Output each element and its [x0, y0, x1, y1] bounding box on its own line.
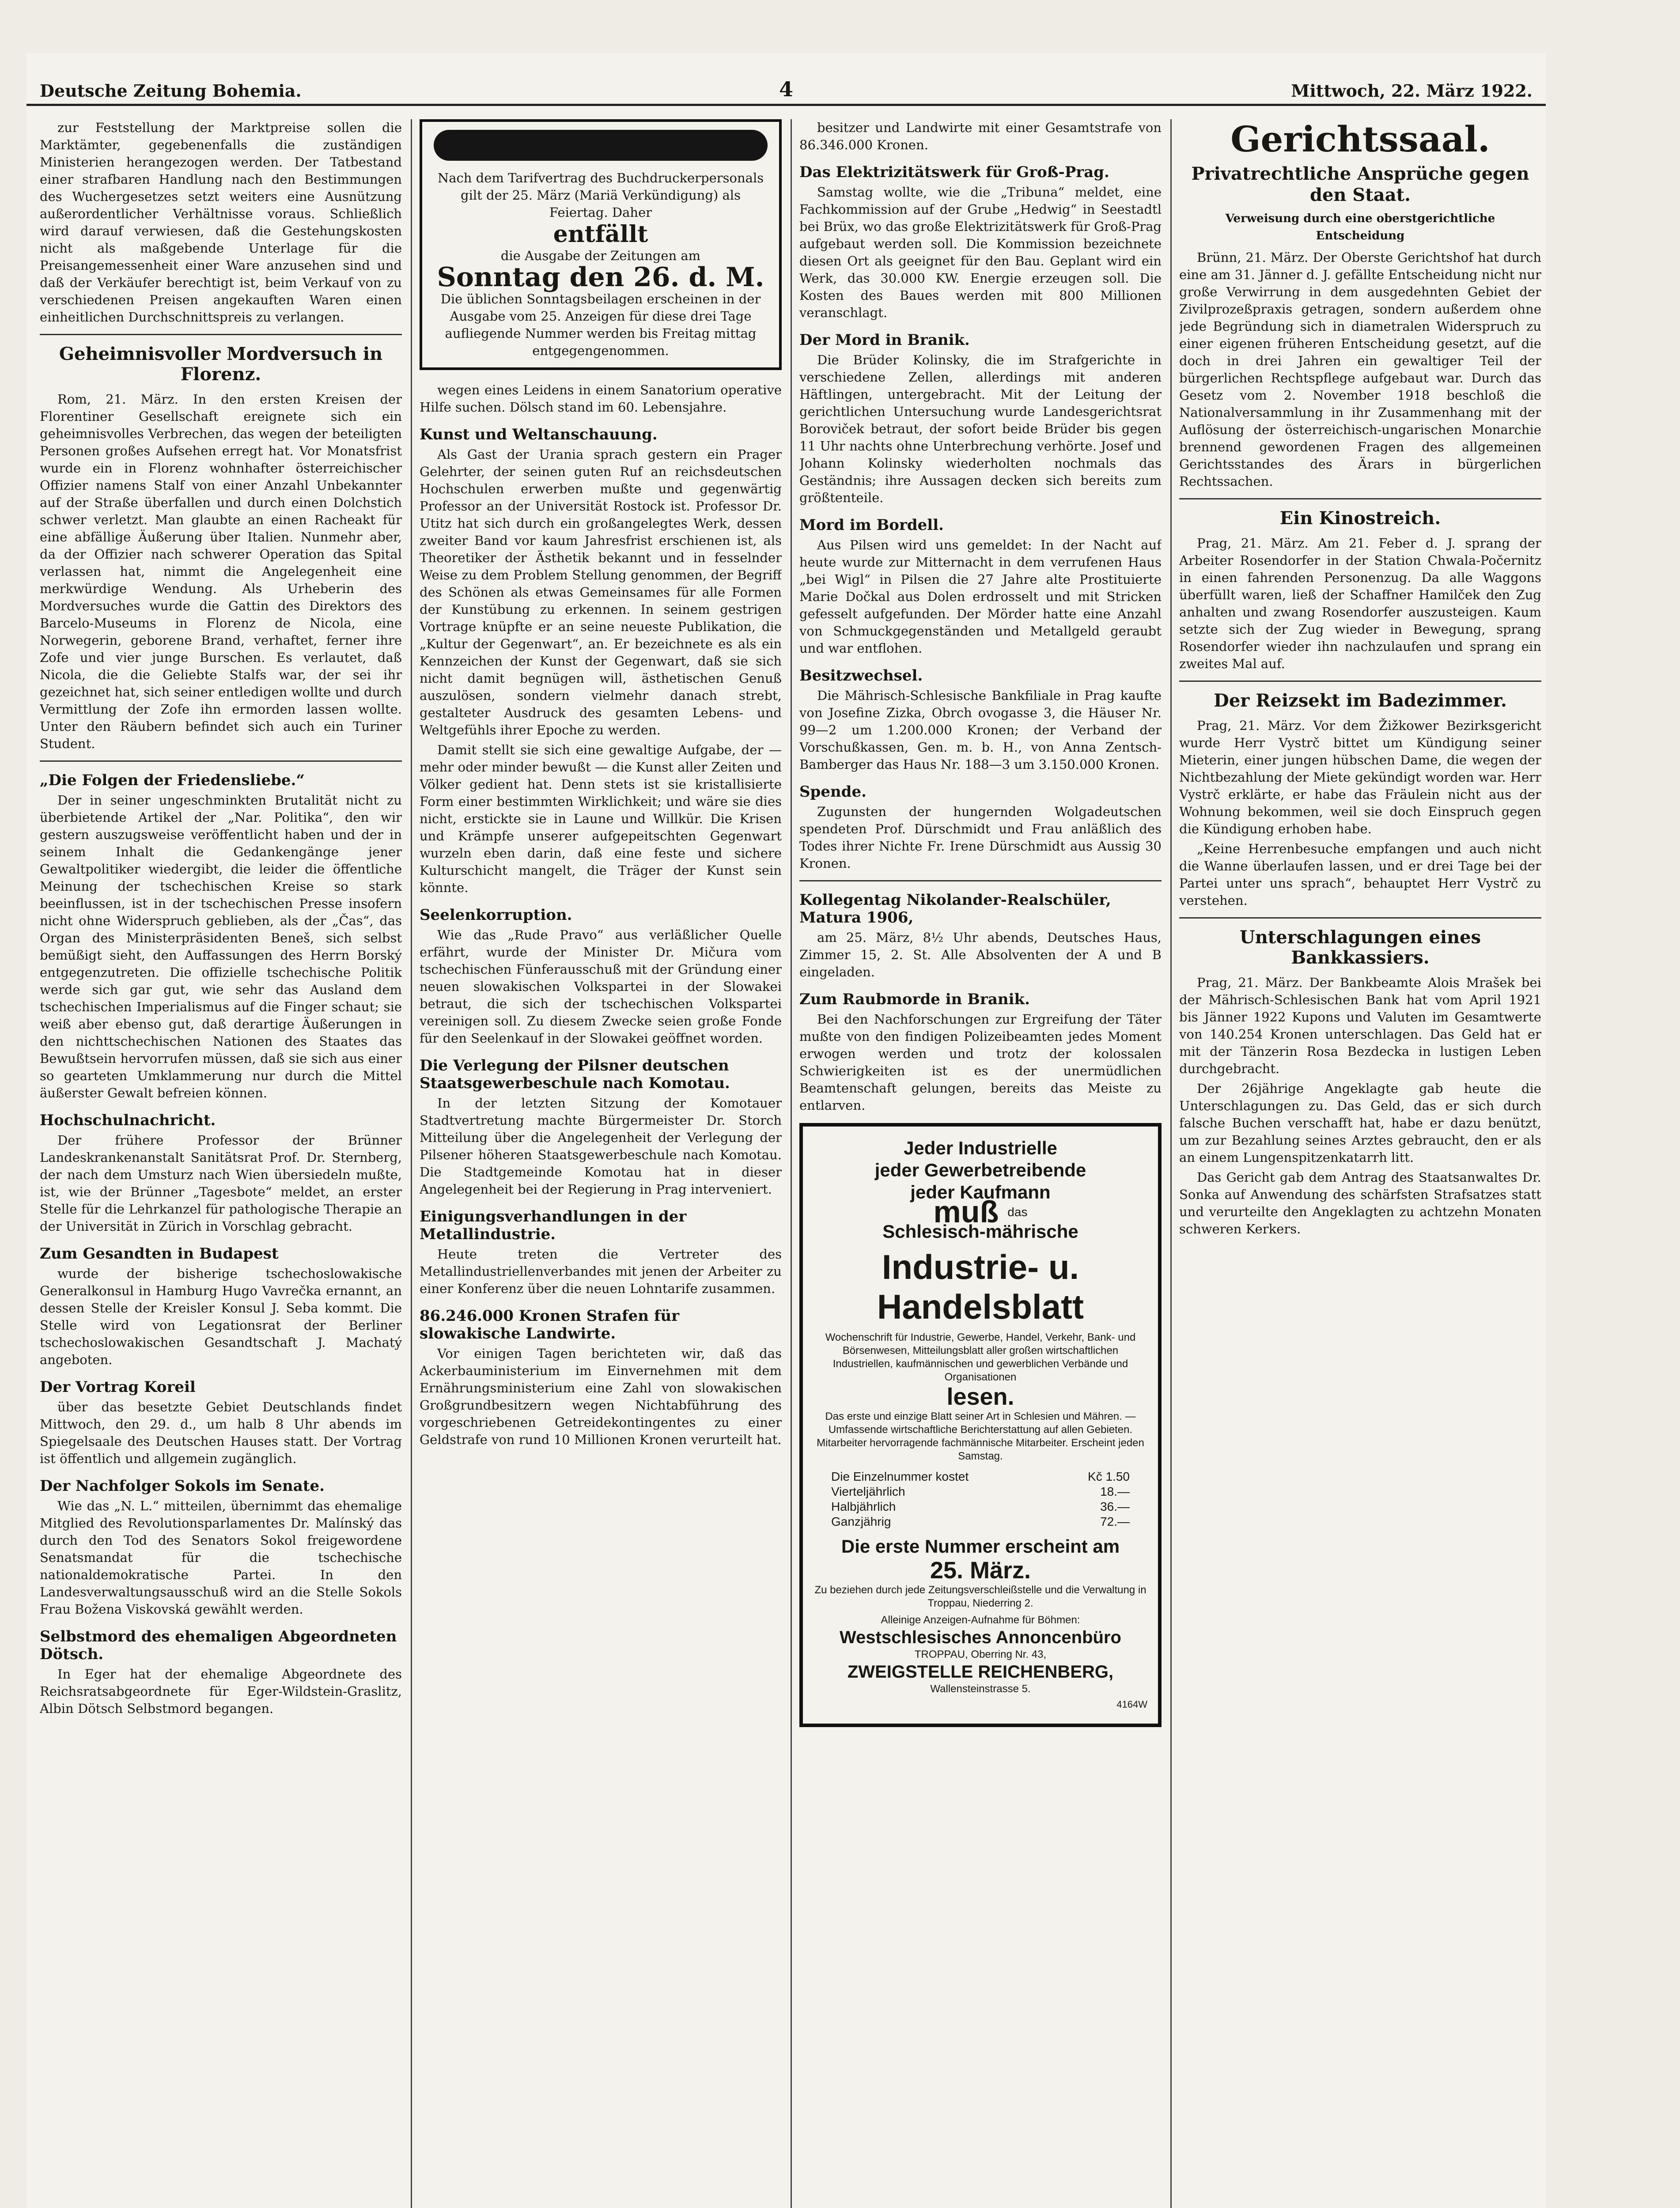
- column-rule: [411, 119, 412, 2208]
- advertisement-box: [799, 1123, 1162, 1727]
- article-heading: Selbstmord des ehemaligen Abgeordneten Dötsch.: [40, 1628, 397, 1663]
- section-title: Gerichtssaal.: [1230, 119, 1490, 160]
- paragraph: Wie das „N. L.“ mitteilen, übernimmt das ehemalige Mitglied des Revolutionsparlamentes Dr. Malínský das durch den Tod des Senators Sokol freigewordene Senatsmandat für die tschechische nationaldemokratische Partei. In den Landesverwaltungsausschuß wird an die Stelle Sokols Frau Božena Viskovská gewählt werden.: [40, 1498, 402, 1617]
- paragraph: Die Brüder Kolinsky, die im Strafgerichte in verschiedene Zellen, allerdings mit anderen Häftlingen, untergebracht. Mit der Leitung der gerichtlichen Untersuchung wurde Landesgerichtsrat Boroviček betraut, der sofort beide Brüder bis gegen 11 Uhr nachts ohne Unterbrechung verhörte. Josef und Johann Kolinsky wiederholten nochmals das Geständnis; ihre Aussagen decken sich bereits zum größtenteile.: [799, 352, 1162, 505]
- notice-headline: entfällt: [553, 221, 648, 248]
- paragraph: wurde der bisherige tschechoslowakische Generalkonsul in Hamburg Hugo Vavrečka ernannt, an dessen Stelle der Kreisler Konsul J. Seba kommt. Die Stelle wird von Legationsrat der Berliner tschechoslowakischen Gesandtschaft J. Machatý angeboten.: [40, 1266, 402, 1367]
- paragraph: Vor einigen Tagen berichteten wir, daß das Ackerbauministerium im Einvernehmen mit dem Ernährungsministerium eine Zahl von slowakischen Großgrundbesitzern wegen Nichtabführung des vorgeschriebenen Getreidekontingentes zu einer Geldstrafe von rund 10 Millionen Kronen verurteilt hat.: [420, 1346, 782, 1447]
- article-heading: Unterschlagungen eines Bankkassiers.: [1239, 927, 1481, 968]
- article-heading: Der Mord in Branik.: [799, 331, 970, 349]
- ad-date: 25. März.: [930, 1557, 1031, 1584]
- paragraph: Damit stellt sie sich eine gewaltige Aufgabe, der — mehr oder minder bewußt — die Kunst aller Zeiten und Völker gedient hat. Denn stets ist sie kristallisierte Form einer bestimmten Wirklichkeit; und wäre sie dies nicht, erstickte sie in Laune und Willkür. Die Krisen und Krämpfe unserer aufgepeitschten Gegenwart wurzeln eben darin, daß eine feste und sichere Kulturschicht mangelt, die Träger der Kunst sein könnte.: [420, 742, 782, 895]
- paragraph: Die Mährisch-Schlesische Bankfiliale in Prag kaufte von Josefine Zizka, Obrch ovogasse 3, die Häuser Nr. 99—2 um 1.200.000 Kronen; der Verband der Vorschußkassen, Gen. m. b. H., von Anna Zentsch-Bamberger das Haus Nr. 188—3 um 3.150.000 Kronen.: [799, 688, 1162, 772]
- divider: [40, 760, 402, 762]
- article-heading: Zum Gesandten in Budapest: [40, 1245, 279, 1263]
- notice-date: Sonntag den 26. d. M.: [437, 262, 764, 293]
- article-subheading: Verweisung durch eine oberstgerichtliche Entscheidung: [1225, 212, 1495, 242]
- paragraph: Bei den Nachforschungen zur Ergreifung der Täter mußte von den findigen Polizeibeamten jedes Moment erwogen werden und trotz der kolossalen Schwierigkeiten ist es der unermüdlichen Beamtenschaft gelungen, bereits das Meiste zu entlarven.: [799, 1012, 1162, 1113]
- column-rule: [1170, 119, 1172, 2208]
- ad-description: Zu beziehen durch jede Zeitungsverschleißstelle und die Verwaltung in Troppau, Niederring 2.: [814, 1584, 1146, 1609]
- paragraph: Prag, 21. März. Am 21. Feber d. J. sprang der Arbeiter Rosendorfer in der Station Chwala-Počernitz in einen fahrenden Personenzug. Da alle Waggons überfüllt waren, ließ der Schaffner Hamilček den Zug anhalten und zwang Rosendorfer auszusteigen. Kaum setzte sich der Zug wieder in Bewegung, sprang Rosendorfer wieder ihn nachzulaufen und sprang ein zweites Mal auf.: [1179, 536, 1541, 671]
- article-heading: Einigungsverhandlungen in der Metallindustrie.: [420, 1208, 687, 1243]
- article-heading: Das Elektrizitätswerk für Groß-Prag.: [799, 163, 1109, 181]
- ad-title: Industrie- u. Handelsblatt: [877, 1248, 1084, 1326]
- article-heading: Besitzwechsel.: [799, 667, 923, 684]
- paragraph: „Keine Herrenbesuche empfangen und auch nicht die Wanne überlaufen lassen, und er drei Tage bei der Partei unter uns sprach“, behauptet Herr Vystrč zu verstehen.: [1179, 841, 1541, 908]
- notice-text: Nach dem Tarifvertrag des Buchdruckerpersonals gilt der 25. März (Mariä Verkündigung) als Feiertag. Daher: [437, 170, 764, 220]
- ad-address: Wallensteinstrasse 5.: [930, 1683, 1031, 1695]
- ad-branch: ZWEIGSTELLE REICHENBERG,: [847, 1662, 1114, 1682]
- article-heading: Hochschulnachricht.: [40, 1112, 216, 1129]
- divider: [799, 880, 1162, 881]
- paragraph: In der letzten Sitzung der Komotauer Stadtvertretung machte Bürgermeister Dr. Storch Mitteilung über die Angelegenheit der Verlegung der Pilsener höheren Staatsgewerbeschule nach Komotau. Die Stadtgemeinde Komotau hat in dieser Angelegenheit bei der Regierung in Prag interveniert.: [420, 1096, 782, 1197]
- ad-description: Wochenschrift für Industrie, Gewerbe, Handel, Verkehr, Bank- und Börsenwesen, Mitteilungsblatt aller großen wirtschaftlichen Industriellen, kaufmännischen und gewerblichen Verbände und Organisationen: [825, 1331, 1136, 1383]
- article-heading: Privatrechtliche Ansprüche gegen den Staat.: [1191, 163, 1529, 205]
- ad-address: TROPPAU, Oberring Nr. 43,: [914, 1648, 1047, 1660]
- divider: [1179, 498, 1541, 499]
- paragraph: Samstag wollte, wie die „Tribuna“ meldet, eine Fachkommission auf der Grube „Hedwig“ in Seestadtl bei Brüx, wo das große Elektrizitätswerk für Groß-Prag aufgebaut werden soll. Die Kommission bezeichnete diesen Ort als geeignet für den Bau. Geplant wird ein Werk, das 30.000 KW. Energie erzeugen soll. Die Kosten des Baues werden mit 800 Millionen veranschlagt.: [799, 185, 1162, 320]
- paragraph: In Eger hat der ehemalige Abgeordnete des Reichsratsabgeordnete für Eger-Wildstein-Graslitz, Albin Dötsch Selbstmord begangen.: [40, 1667, 402, 1716]
- divider: [40, 334, 402, 335]
- paragraph: Prag, 21. März. Der Bankbeamte Alois Mrašek bei der Mährisch-Schlesischen Bank hat vom April 1921 bis Jänner 1922 Kupons und Valuten im Gesamtwerte von 140.254 Kronen unterschlagen. Das Geld hat er mit der Tänzerin Rosa Bezdecka in lustigen Leben durchgebracht.: [1179, 975, 1541, 1076]
- paragraph: besitzer und Landwirte mit einer Gesamtstrafe von 86.346.000 Kronen.: [799, 120, 1162, 152]
- notice-text: Die üblichen Sonntagsbeilagen erscheinen in der Ausgabe vom 25. Anzeigen für diese drei Tage aufliegende Nummer werden bis Freitag mittag entgegengenommen.: [440, 291, 761, 358]
- article-heading: „Die Folgen der Friedensliebe.“: [40, 771, 305, 789]
- paragraph: Der frühere Professor der Brünner Landeskrankenanstalt Sanitätsrat Prof. Dr. Sternberg, der nach dem Umsturz nach Wien übersiedeln mußte, ist, wie der Brünner „Tagesbote“ meldet, an erster Stelle für die Lehrkanzel für pathologische Therapie an der Universität in Zürich in Vorschlag gebracht.: [40, 1133, 402, 1234]
- issue-date: Mittwoch, 22. März 1922.: [1291, 81, 1532, 101]
- ad-description: Alleinige Anzeigen-Aufnahme für Böhmen:: [881, 1614, 1080, 1626]
- paragraph: am 25. März, 8½ Uhr abends, Deutsches Haus, Zimmer 15, 2. St. Alle Absolventen der A und B eingeladen.: [799, 930, 1162, 979]
- ad-rate-row: Die Einzelnummer kostet Kč 1.50: [831, 1470, 1130, 1483]
- article-heading: Die Verlegung der Pilsner deutschen Staatsgewerbeschule nach Komotau.: [420, 1057, 730, 1092]
- article-heading: Mord im Bordell.: [799, 516, 944, 534]
- paragraph: Aus Pilsen wird uns gemeldet: In der Nacht auf heute wurde zur Mitternacht in dem verrufenen Haus „bei Wigl“ in Pilsen die 27 Jahre alte Prostituierte Marie Dočkal aus Dolen erdrosselt und mit Stricken gefesselt aufgefunden. Der Mörder hatte eine Anzahl von Schmuckgegenständen und Metallgeld geraubt und war entflohen.: [799, 537, 1162, 656]
- article-heading: Seelenkorruption.: [420, 906, 572, 924]
- paragraph: zur Feststellung der Marktpreise sollen die Marktämter, gegebenenfalls die zuständigen Ministerien herangezogen werden. Der Tatbestand einer strafbaren Handlung nach den Bestimmungen des Wuchergesetzes setzt weiters eine Ausnützung außerordentlicher Verhältnisse voraus. Schließlich wird darauf verwiesen, daß die Gestehungskosten nicht als maßgebende Unterlage für die Preisangemessenheit einer Ware anzusehen sind und daß der Verkäufer berechtigt ist, beim Verkauf von zu verschiedenen Preisen angekauften Waren einen einheitlichen Durchschnittspreis zu verlangen.: [40, 120, 402, 325]
- column-3: [799, 119, 1162, 2208]
- ad-line: Jeder Industrielle: [904, 1138, 1057, 1158]
- ad-article: das: [1007, 1205, 1028, 1219]
- divider: [1179, 681, 1541, 682]
- ad-must: muß: [933, 1195, 999, 1229]
- article-heading: Der Vortrag Koreil: [40, 1378, 196, 1396]
- article-heading: Der Reizsekt im Badezimmer.: [1214, 690, 1507, 711]
- newspaper-page: [26, 53, 1546, 2208]
- ad-agency: Westschlesisches Annoncenbüro: [840, 1628, 1121, 1647]
- ad-rate-row: Halbjährlich 36.—: [831, 1500, 1130, 1513]
- divider: [1179, 917, 1541, 919]
- paragraph: wegen eines Leidens in einem Sanatorium operative Hilfe suchen. Dölsch stand im 60. Lebensjahre.: [420, 382, 782, 415]
- paragraph: über das besetzte Gebiet Deutschlands findet Mittwoch, den 29. d., um halb 8 Uhr abends im Spiegelsaale des Deutschen Hauses statt. Der Vortrag ist öffentlich und allgemein zugänglich.: [40, 1399, 402, 1466]
- paragraph: Wie das „Rude Pravo“ aus verläßlicher Quelle erfährt, wurde der Minister Dr. Mičura vom tschechischen Fünferausschuß mit der Gründung einer neuen slowakischen Volkspartei in der Slowakei betraut, die sich der tschechischen Volkspartei vereinigen soll. Zu diesem Zwecke seien große Fonde für den Seelenkauf in der Slowakei geöffnet worden.: [420, 927, 782, 1046]
- column-4: [1179, 119, 1541, 2208]
- ad-code: 4164W: [1116, 1699, 1147, 1710]
- paragraph: Rom, 21. März. In den ersten Kreisen der Florentiner Gesellschaft ereignete sich ein geheimnisvolles Verbrechen, das wegen der beteiligten Personen großes Aufsehen erregt hat. Vor Monatsfrist wurde ein in Florenz wohnhafter österreichischer Offizier namens Stalf von einer Anzahl Unbekannter auf der Straße überfallen und durch einen Dolchstich schwer verletzt. Man glaubte an einen Racheakt für eine abfällige Äußerung über Italien. Nunmehr aber, da der Offizier nach schwerer Operation das Spital verlassen hat, nimmt die Angelegenheit eine merkwürdige Wendung. Als Urheberin des Mordversuches wurde die Gattin des Direktors des Barcelo-Museums in Florenz de Nicola, eine Norwegerin, geborene Brand, verhaftet, ferner ihre Zofe und vier junge Burschen. Es verlautet, daß Nicola, die die Geliebte Stalfs war, der sei ihr gezeichnet hat, sich seiner entledigen wollte und durch Vermittlung der Zofe ihn ermorden lassen wollte. Unter den Räubern befindet sich auch ein Turiner Student.: [40, 392, 402, 751]
- ad-rate-row: Ganzjährig 72.—: [831, 1515, 1130, 1528]
- paragraph: Das Gericht gab dem Antrag des Staatsanwaltes Dr. Sonka auf Anwendung des schärfsten Strafsatzes statt und verurteilte den Angeklagten zu achtzehn Monaten schweren Kerkers.: [1179, 1170, 1541, 1236]
- decorative-bar: [434, 130, 768, 161]
- article-heading: 86.246.000 Kronen Strafen für slowakische Landwirte.: [420, 1307, 680, 1342]
- holiday-notice-box: [420, 119, 782, 370]
- paragraph: Der in seiner ungeschminkten Brutalität nicht zu überbietende Artikel der „Nar. Politika“, den wir gestern auszugsweise veröffentlicht haben und der in seinem Inhalt die Gedankengänge jener Gewaltpolitiker wiedergibt, die leider die öffentliche Meinung der tschechischen Kreise so stark beeinflussen, ist in der tschechischen Presse insofern nicht ohne Widerspruch geblieben, als der „Čas“, das Organ des Ministerpräsidenten Beneš, sich selbst bemüßigt sieht, den Auffassungen des Herrn Borský entgegenzutreten. Die offizielle tschechische Politik werde sich gar gut, wie sehr das Ausland dem tschechischen Imperialismus auf die Finger schaut; sie weiß aber ebenso gut, daß derartige Äußerungen in den nichttschechischen Nationen des Staates das Bewußtsein hervorrufen müssen, daß sie sich aus einer so gearteten Umklammerung nur durch die Mittel äußerster Gewalt befreien können.: [40, 793, 402, 1100]
- article-heading: Ein Kinostreich.: [1279, 508, 1441, 529]
- page-header: [26, 77, 1546, 106]
- ad-read: lesen.: [946, 1384, 1014, 1410]
- paragraph: Heute treten die Vertreter des Metallindustriellenverbandes mit jenen der Arbeiter zu einer Konferenz über die neuen Lohntarife zusammen.: [420, 1247, 782, 1296]
- ad-description: Das erste und einzige Blatt seiner Art in Schlesien und Mähren. — Umfassende wirtschaftliche Berichterstattung auf allen Gebieten. Mitarbeiter hervorragende fachmännische Mitarbeiter. Erscheint jeden Samstag.: [817, 1410, 1144, 1462]
- article-heading: Der Nachfolger Sokols im Senate.: [40, 1477, 325, 1495]
- paragraph: Prag, 21. März. Vor dem Žižkower Bezirksgericht wurde Herr Vystrč bittet um Kündigung seiner Mieterin, einer jungen hübschen Dame, die wegen der Nichtbezahlung der Miete gekündigt worden war. Herr Vystrč erklärte, er habe das Fräulein nicht aus der Wohnung bekommen, weil sie doch Einspruch gegen die Kündigung erhoben habe.: [1179, 718, 1541, 836]
- ad-line: jeder Kaufmann: [910, 1182, 1051, 1202]
- article-heading: Spende.: [799, 783, 866, 801]
- paragraph: Der 26jährige Angeklagte gab heute die Unterschlagungen zu. Das Geld, das er sich durch falsche Buchen verschafft hat, habe er dazu benützt, um zur Bezahlung seines Arztes gebraucht, den er als an einem Lungenspitzenkatarrh litt.: [1179, 1081, 1541, 1165]
- column-rule: [791, 119, 792, 2208]
- ad-line: Die erste Nummer erscheint am: [841, 1536, 1120, 1557]
- column-1: [40, 119, 402, 2208]
- paragraph: Als Gast der Urania sprach gestern ein Prager Gelehrter, der seinen guten Ruf an reichsdeutschen Hochschulen erwerben mußte und gegenwärtig Professor an der Universität Rostock ist. Professor Dr. Utitz hat sich durch ein großangelegtes Werk, dessen zweiter Band vor kaum Jahresfrist erschienen ist, als Theoretiker der Ästhetik bekannt und in fesselnder Weise zu dem Problem Stellung genommen, der Begriff des Schönen als etwas Gemeinsames für alle Formen der Kunstübung zu erkennen. In seinem gestrigen Vortrage knüpfte er an seine neueste Publikation, die „Kultur der Gegenwart“, an. Er bezeichnete es als ein Kennzeichen der Kunst der Gegenwart, daß sie sich nicht damit begnügen will, ästhetischen Genuß auszulösen, sondern vielmehr danach strebt, gestalteter Ausdruck des gesamten Lebens- und Weltgefühls ihrer Epoche zu werden.: [420, 447, 782, 737]
- notice-text: die Ausgabe der Zeitungen am: [500, 248, 701, 263]
- column-2: [420, 119, 782, 2208]
- article-heading: Kollegentag Nikolander-Realschüler, Matura 1906,: [799, 891, 1111, 926]
- newspaper-name: Deutsche Zeitung Bohemia.: [40, 81, 302, 101]
- article-heading: Geheimnisvoller Mordversuch in Florenz.: [59, 344, 383, 385]
- ad-rate-row: Vierteljährlich 18.—: [831, 1485, 1130, 1498]
- article-heading: Zum Raubmorde in Branik.: [799, 991, 1030, 1008]
- ad-line: Schlesisch-mährische: [882, 1221, 1078, 1242]
- paragraph: Zugunsten der hungernden Wolgadeutschen spendeten Prof. Dürschmidt und Frau anläßlich des Todes ihrer Nichte Fr. Irene Dürschmidt aus Aussig 30 Kronen.: [799, 804, 1162, 871]
- paragraph: Brünn, 21. März. Der Oberste Gerichtshof hat durch eine am 31. Jänner d. J. gefällte Entscheidung nicht nur große Verwirrung in dem ausgedehnten Gebiet der Zivilprozeßpraxis getragen, sondern außerdem ohne jede Begründung sich in diametralen Widerspruch zu einer eigenen früheren Entscheidung gesetzt, auf die doch in drei Jahren ein gewaltiger Teil der bürgerlichen Rechtspflege aufgebaut war. Durch das Gesetz vom 2. November 1918 beschloß die Nationalversammlung in ihr Zusammenhang mit der Auflösung der österreichisch-ungarischen Monarchie brennend gewordenen Fragen des allgemeinen Gerichtsstandes des Ärars in bürgerlichen Rechtssachen.: [1179, 250, 1541, 489]
- article-heading: Kunst und Weltanschauung.: [420, 426, 658, 443]
- ad-line: jeder Gewerbetreibende: [874, 1160, 1086, 1180]
- page-number: 4: [779, 77, 794, 101]
